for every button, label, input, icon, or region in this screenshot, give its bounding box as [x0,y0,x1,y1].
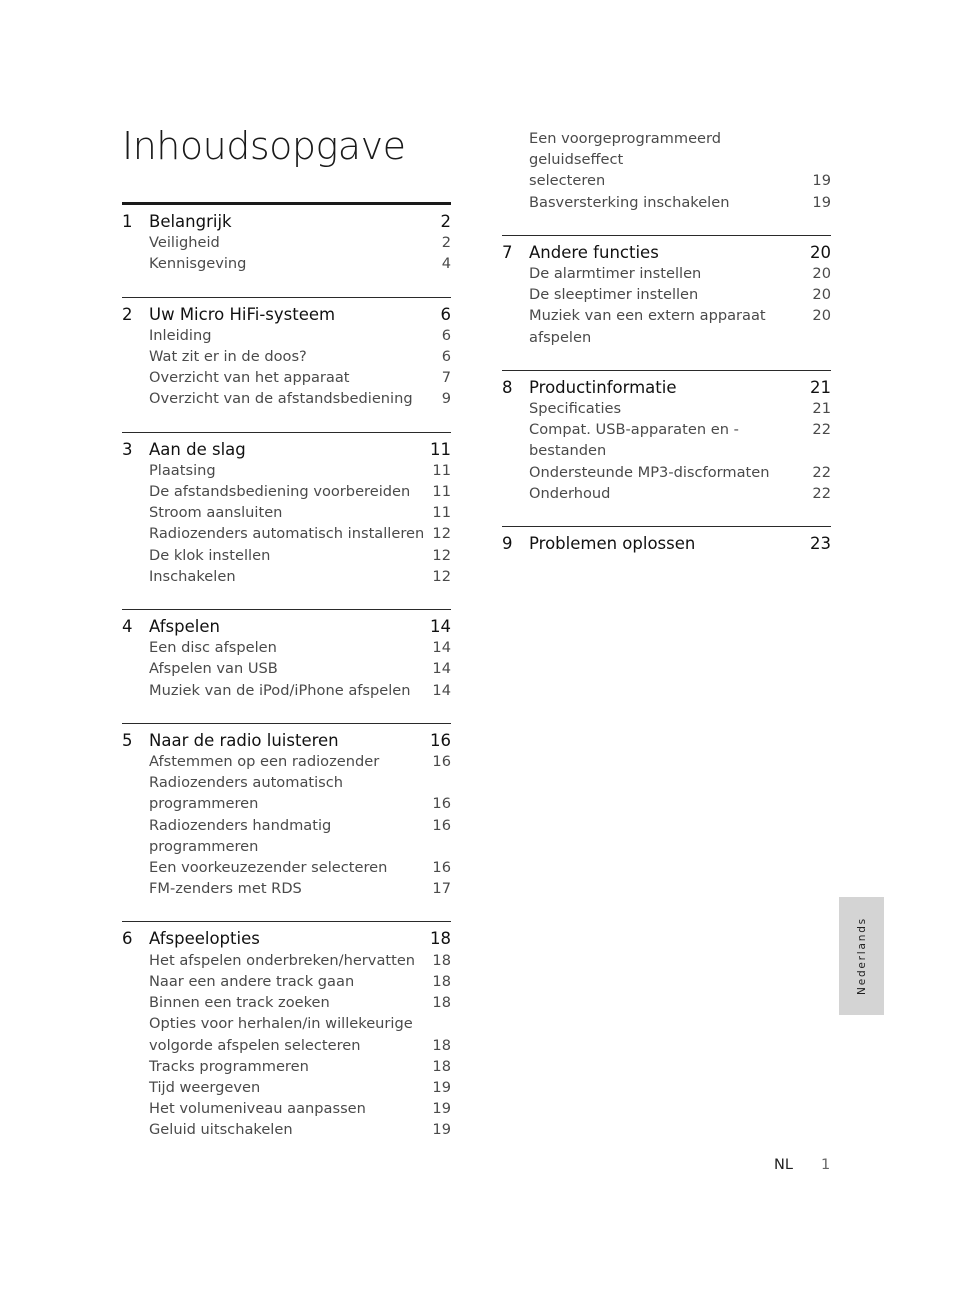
toc-section [122,921,451,1162]
toc-entry-label: Geluid uitschakelen [149,1121,293,1139]
toc-entry[interactable] [122,545,451,566]
toc-entry-label: Inleiding [149,326,212,344]
toc-entry-page: 18 [432,1036,451,1054]
toc-entry-page: 6 [441,326,451,344]
toc-entry-label: Radiozenders automatisch [149,774,344,792]
toc-section-title: Uw Micro HiFi-systeem [149,304,336,324]
toc-entry-label: De sleeptimer instellen [529,286,699,304]
toc-entry[interactable] [122,793,451,814]
toc-entry-label: Wat zit er in de doos? [149,348,307,366]
toc-entry-page: 20 [812,307,831,325]
toc-section-page: 2 [440,212,451,231]
toc-entry-label: Plaatsing [149,461,216,479]
toc-entry[interactable] [122,637,451,658]
toc-section-number: 3 [122,439,133,459]
toc-entry-label: Een voorkeuzezender selecteren [149,859,388,877]
toc-entry-page: 18 [432,972,451,990]
toc-section-heading[interactable] [122,616,451,637]
toc-entry-label: Afstemmen op een radiozender [149,753,380,771]
toc-entry[interactable] [122,1077,451,1098]
toc-right-sections [502,235,831,576]
toc-section-title: Andere functies [529,242,659,262]
toc-entry-label: Radiozenders handmatig programmeren [149,816,332,855]
toc-entry-page: 16 [432,753,451,771]
toc-entry[interactable] [122,680,451,701]
toc-entry-label: Muziek van de iPod/iPhone afspelen [149,681,411,699]
toc-section-title: Afspeelopties [149,929,260,949]
toc-entry[interactable] [122,815,451,857]
toc-entry[interactable] [122,566,451,587]
toc-section-number: 5 [122,730,133,750]
toc-entry-label: FM-zenders met RDS [149,880,302,898]
toc-section [502,235,831,370]
toc-entry-label: Specificaties [529,400,622,418]
toc-entry-page: 12 [432,567,451,585]
toc-entry[interactable] [502,398,831,419]
toc-entry-page: 16 [432,816,451,834]
toc-entry[interactable] [122,992,451,1013]
toc-section [502,370,831,526]
toc-entry[interactable] [502,263,831,284]
toc-entry-label: programmeren [149,795,259,813]
toc-section-title: Afspelen [149,617,220,637]
toc-entry-page: 19 [432,1078,451,1096]
toc-section-title: Naar de radio luisteren [149,730,339,750]
toc-entry-label: Het volumeniveau aanpassen [149,1100,366,1118]
toc-entry-label: Overzicht van het apparaat [149,369,350,387]
toc-left-column [122,202,451,1163]
toc-section-number: 7 [502,242,513,262]
toc-entry[interactable] [122,658,451,679]
toc-entry[interactable] [122,950,451,971]
toc-entry-page: 12 [432,546,451,564]
toc-entry-page: 14 [432,681,451,699]
toc-entry[interactable] [122,346,451,367]
toc-entry-page: 14 [432,660,451,678]
footer-language: NL [774,1157,793,1173]
toc-entry[interactable] [122,1098,451,1119]
toc-entry-label: Muziek van een extern apparaat afspelen [529,307,766,346]
toc-entry-page: 19 [812,172,831,190]
footer-page-number: 1 [820,1157,831,1173]
toc-entry-label: Veiligheid [149,234,220,252]
toc-entry-page: 18 [432,951,451,969]
toc-section [122,723,451,922]
toc-entry[interactable] [122,751,451,772]
toc-section-number: 8 [502,377,513,397]
toc-entry[interactable] [122,1056,451,1077]
toc-entry[interactable] [122,502,451,523]
toc-entry-page: 7 [441,369,451,387]
toc-section-title: Aan de slag [149,439,246,459]
toc-entry-label: Afspelen van USB [149,660,278,678]
toc-section-title: Productinformatie [529,377,677,397]
toc-entry-page: 18 [432,1057,451,1075]
toc-entry[interactable] [122,1013,451,1034]
toc-section-number: 2 [122,304,133,324]
toc-entry-label: selecteren [529,172,606,190]
toc-entry-page: 12 [432,525,451,543]
toc-entry-page: 9 [441,390,451,408]
toc-entry-page: 22 [812,421,831,439]
toc-section [502,526,831,576]
toc-section-heading[interactable] [502,242,831,263]
toc-entry-page: 19 [432,1100,451,1118]
toc-entry[interactable] [122,971,451,992]
toc-entry-page: 6 [441,348,451,366]
toc-section-heading[interactable] [122,928,451,949]
toc-section-number: 4 [122,617,133,637]
toc-entry-page: 19 [812,193,831,211]
toc-entry-label: Stroom aansluiten [149,504,283,522]
toc-section-title: Belangrijk [149,212,232,231]
toc-continued-entries [502,128,831,235]
toc-section [122,609,451,723]
toc-entry-label: Binnen een track zoeken [149,994,330,1012]
toc-entry-page: 16 [432,859,451,877]
toc-section-page: 21 [810,377,831,397]
toc-entry[interactable] [502,483,831,504]
toc-entry-page: 17 [432,880,451,898]
toc-section-number: 6 [122,929,133,949]
toc-left-sections [122,205,451,1163]
toc-entry[interactable] [122,481,451,502]
toc-entry[interactable] [122,253,451,274]
toc-section-heading[interactable] [122,730,451,751]
toc-entry-label: Ondersteunde MP3-discformaten [529,463,770,481]
toc-entry-label: Compat. USB-apparaten en -bestanden [529,421,739,460]
toc-entry[interactable] [502,170,831,191]
toc-entry-label: Opties voor herhalen/in willekeurige [149,1015,413,1033]
toc-entry-label: Tijd weergeven [149,1078,261,1096]
toc-entry-label: volgorde afspelen selecteren [149,1036,361,1054]
toc-entry[interactable] [122,1119,451,1140]
toc-entry-page: 11 [432,483,451,501]
toc-entry-label: Inschakelen [149,567,236,585]
toc-section-page: 6 [440,304,451,324]
toc-entry-label: Onderhoud [529,484,611,502]
toc-section-heading[interactable] [502,533,831,554]
page-footer [774,1157,830,1173]
toc-entry[interactable] [502,284,831,305]
toc-entry[interactable] [502,462,831,483]
toc-entry[interactable] [122,367,451,388]
toc-entry-label: Een disc afspelen [149,639,277,657]
toc-entry-page: 11 [432,504,451,522]
toc-entry[interactable] [502,305,831,347]
toc-entry-label: De afstandsbediening voorbereiden [149,483,411,501]
toc-entry-label: Tracks programmeren [149,1057,309,1075]
toc-entry[interactable] [122,523,451,544]
toc-entry[interactable] [122,878,451,899]
toc-section-page: 14 [430,617,451,637]
toc-entry[interactable] [502,128,831,170]
toc-entry-label: Radiozenders automatisch installeren [149,525,425,543]
toc-entry-page: 16 [432,795,451,813]
toc-section-title: Problemen oplossen [529,534,696,554]
toc-entry[interactable] [122,857,451,878]
toc-entry-page: 2 [441,234,451,252]
toc-entry-label: De klok instellen [149,546,271,564]
toc-entry-label: Kennisgeving [149,255,247,273]
page-title: Inhoudsopgave [122,124,406,168]
toc-section [122,205,451,297]
toc-section-heading[interactable] [502,377,831,398]
toc-entry[interactable] [502,192,831,213]
toc-entry[interactable] [122,460,451,481]
toc-entry-page: 11 [432,461,451,479]
toc-entry-label: Het afspelen onderbreken/hervatten [149,951,416,969]
toc-entry-label: Overzicht van de afstandsbediening [149,390,413,408]
toc-entry-page: 4 [441,255,451,273]
toc-entry-page: 20 [812,286,831,304]
toc-entry[interactable] [122,232,451,253]
language-tab [839,897,884,1015]
toc-entry-page: 19 [432,1121,451,1139]
toc-entry-page: 20 [812,265,831,283]
toc-section-number: 9 [502,534,513,554]
toc-section-page: 18 [430,929,451,949]
toc-entry-label: De alarmtimer instellen [529,265,702,283]
toc-section [122,297,451,432]
toc-entry-page: 21 [812,400,831,418]
toc-entry[interactable] [122,388,451,409]
toc-entry-label: Naar een andere track gaan [149,972,355,990]
toc-entry-page: 14 [432,639,451,657]
toc-entry-page: 22 [812,463,831,481]
toc-section-page: 23 [810,534,831,554]
toc-entry[interactable] [122,1035,451,1056]
language-tab-label: Nederlands [855,917,868,995]
toc-entry[interactable] [122,772,451,793]
toc-entry-label: Basversterking inschakelen [529,193,730,211]
toc-entry-label: Een voorgeprogrammeerd geluidseffect [529,130,722,169]
toc-section-page: 20 [810,242,831,262]
toc-right-column [502,128,831,576]
toc-section-page: 11 [430,439,451,459]
toc-section-number: 1 [122,212,133,231]
toc-section-heading[interactable] [122,439,451,460]
toc-entry[interactable] [122,325,451,346]
toc-section-page: 16 [430,730,451,750]
toc-section-heading[interactable] [122,211,451,232]
toc-section [122,432,451,609]
toc-entry-page: 18 [432,994,451,1012]
toc-entry[interactable] [502,419,831,461]
toc-section-heading[interactable] [122,304,451,325]
toc-entry-page: 22 [812,484,831,502]
